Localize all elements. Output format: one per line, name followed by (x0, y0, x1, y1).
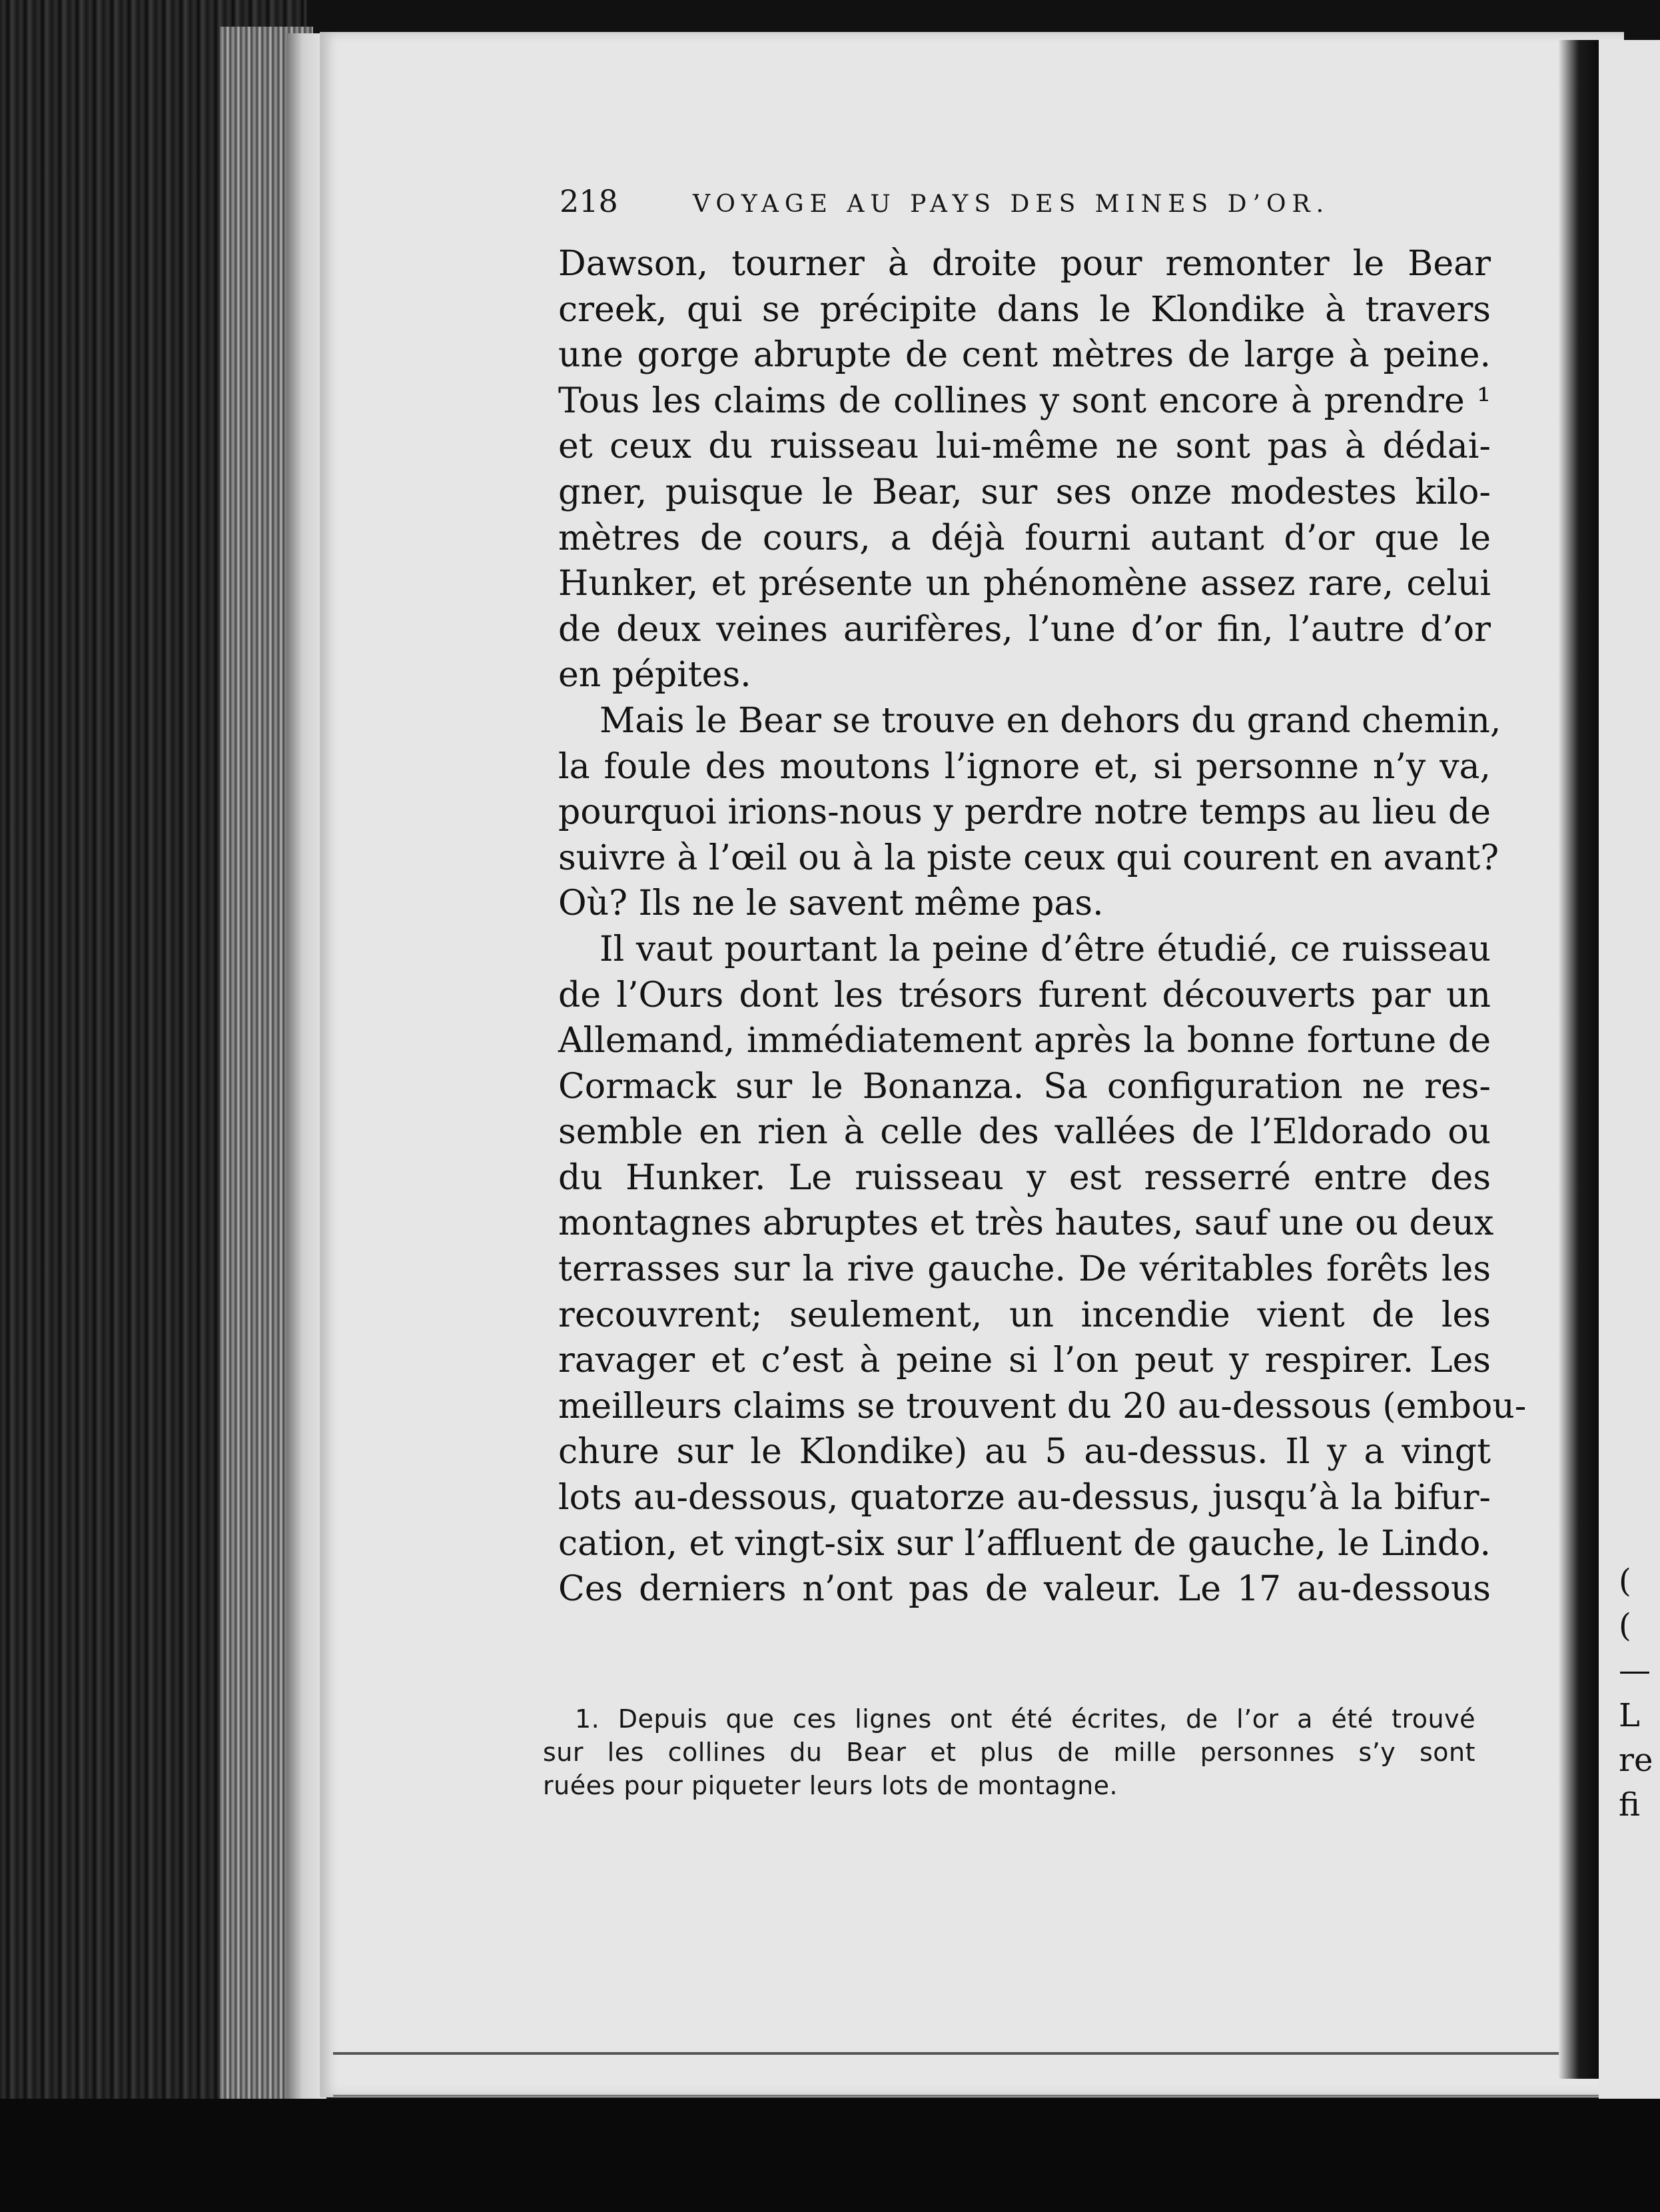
text-line: une gorge abrupte de cent mètres de large à peine. (558, 335, 1491, 376)
footnote-line: ruées pour piqueter leurs lots de montagne. (543, 1771, 1118, 1800)
text-line: montagnes abruptes et très hautes, sauf une ou deux (558, 1203, 1494, 1244)
text-line: la foule des moutons l’ignore et, si personne n’y va, (558, 746, 1491, 787)
text-line: Allemand, immédiatement après la bonne fortune de (558, 1021, 1491, 1061)
text-line: Mais le Bear se trouve en dehors du grand chemin, (600, 700, 1501, 741)
text-line: du Hunker. Le ruisseau y est resserré entre des (558, 1157, 1491, 1198)
text-line: creek, qui se précipite dans le Klondike à travers (558, 289, 1491, 330)
text-line: pourquoi irions-nous y perdre notre temps au lieu de (558, 792, 1491, 833)
page-header (560, 183, 1366, 230)
text-line: semble en rien à celle des vallées de l’Eldorado ou (558, 1112, 1491, 1153)
text-line: Il vaut pourtant la peine d’être étudié, ce ruisseau (600, 929, 1491, 969)
right-fragment: — (1619, 1652, 1651, 1690)
page-number: 218 (560, 183, 618, 219)
text-line: chure sur le Klondike) au 5 au-dessus. Il y a vingt (558, 1432, 1491, 1472)
right-fragment: ( (1619, 1607, 1631, 1645)
text-line: mètres de cours, a déjà fourni autant d’or que le (558, 518, 1491, 558)
text-line: Tous les claims de collines y sont encore à prendre ¹ (558, 380, 1491, 421)
scan-background (0, 2099, 1660, 2212)
text-line: Où? Ils ne le savent même pas. (558, 883, 1104, 924)
text-line: en pépites. (558, 655, 751, 696)
text-line: lots au-dessous, quatorze au-dessus, jusqu’à la bifur- (558, 1478, 1491, 1518)
text-line: Hunker, et présente un phénomène assez rare, celui (558, 564, 1491, 604)
text-line: de l’Ours dont les trésors furent découverts par un (558, 975, 1491, 1015)
right-fragment: re (1619, 1741, 1653, 1779)
text-line: meilleurs claims se trouvent du 20 au-dessous (embou- (558, 1386, 1527, 1426)
text-line: terrasses sur la rive gauche. De véritables forêts les (558, 1249, 1491, 1290)
text-line: Cormack sur le Bonanza. Sa configuration ne res- (558, 1066, 1491, 1107)
text-line: gner, puisque le Bear, sur ses onze modestes kilo- (558, 472, 1491, 512)
text-line: suivre à l’œil ou à la piste ceux qui courent en avant? (558, 837, 1499, 878)
text-line: et ceux du ruisseau lui-même ne sont pas à dédai- (558, 426, 1491, 467)
text-line: Dawson, tourner à droite pour remonter le Bear (558, 244, 1491, 284)
footnote (543, 1702, 1475, 1802)
text-line: de deux veines aurifères, l’une d’or fin, l’autre d’or (558, 609, 1491, 650)
running-title: VOYAGE AU PAYS DES MINES D’OR. (693, 191, 1330, 218)
text-line: cation, et vingt-six sur l’affluent de gauche, le Lindo. (558, 1523, 1491, 1564)
body-text (558, 241, 1527, 1612)
text-line: Ces derniers n’ont pas de valeur. Le 17 au-dessous (558, 1569, 1491, 1610)
footnote-line: 1. Depuis que ces lignes ont été écrites, de l’or a été trouvé (575, 1704, 1475, 1734)
text-line: recouvrent; seulement, un incendie vient de les (558, 1295, 1491, 1335)
right-fragment: ( (1619, 1562, 1631, 1600)
right-page-text-fragments (1619, 1559, 1660, 1828)
footnote-line: sur les collines du Bear et plus de mille personnes s’y sont (543, 1738, 1475, 1767)
right-fragment: fi (1619, 1786, 1641, 1824)
right-page-fold (1559, 40, 1599, 2079)
right-fragment: L (1619, 1696, 1640, 1734)
page-bottom-edge (333, 2052, 1612, 2097)
text-line: ravager et c’est à peine si l’on peut y respirer. Les (558, 1341, 1491, 1381)
